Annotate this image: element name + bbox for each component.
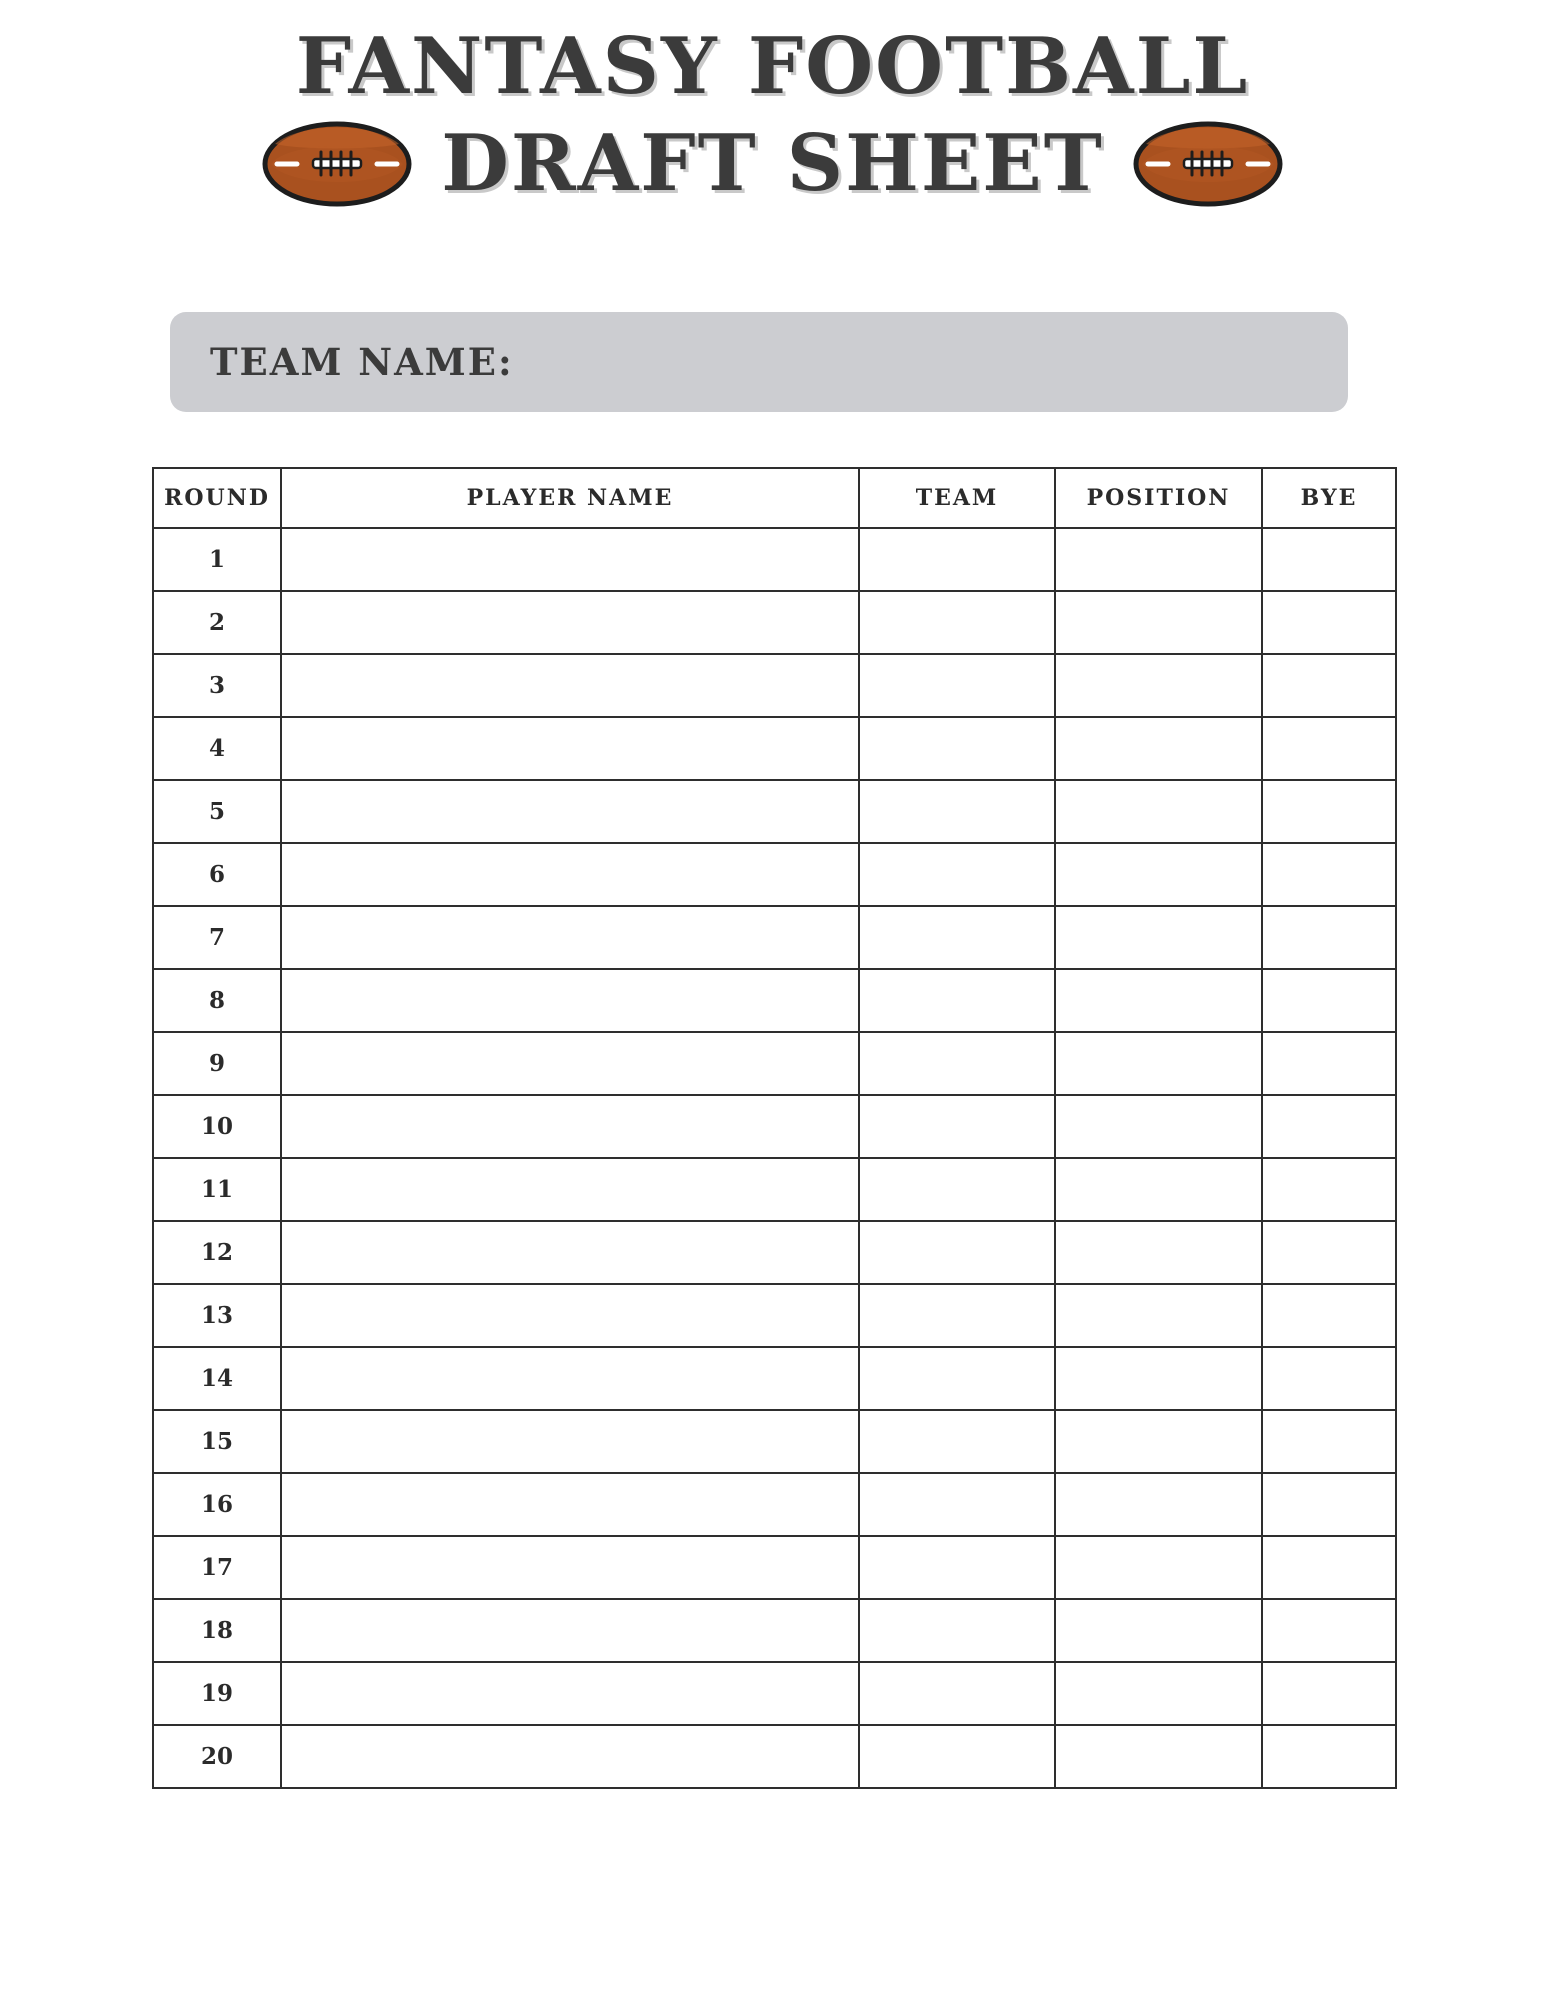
round-number-cell: 3 <box>153 654 281 717</box>
position-input-cell <box>1055 1473 1262 1536</box>
bye-input-cell <box>1262 1221 1396 1284</box>
team-input-cell <box>859 717 1055 780</box>
draft-table <box>152 467 1397 1789</box>
position-input[interactable] <box>1056 907 1261 968</box>
bye-input-cell <box>1262 1158 1396 1221</box>
team-input[interactable] <box>860 1411 1054 1472</box>
player-name-input[interactable] <box>282 1663 858 1724</box>
column-header-player: PLAYER NAME <box>281 468 859 528</box>
team-input[interactable] <box>860 592 1054 653</box>
draft-table-head <box>153 468 1396 528</box>
table-row <box>153 1473 1396 1536</box>
team-input[interactable] <box>860 781 1054 842</box>
team-input[interactable] <box>860 970 1054 1031</box>
football-icon-right <box>1132 116 1284 212</box>
position-input[interactable] <box>1056 718 1261 779</box>
player-name-input-cell <box>281 717 859 780</box>
column-header-position: POSITION <box>1055 468 1262 528</box>
team-input-cell <box>859 1473 1055 1536</box>
bye-input[interactable] <box>1263 718 1395 779</box>
team-input[interactable] <box>860 1600 1054 1661</box>
position-input-cell <box>1055 1095 1262 1158</box>
round-number-cell: 8 <box>153 969 281 1032</box>
team-input-cell <box>859 1158 1055 1221</box>
table-row <box>153 1536 1396 1599</box>
position-input-cell <box>1055 717 1262 780</box>
player-name-input-cell <box>281 969 859 1032</box>
position-input[interactable] <box>1056 844 1261 905</box>
table-header-row <box>153 468 1396 528</box>
player-name-input-cell <box>281 1095 859 1158</box>
player-name-input[interactable] <box>282 1033 858 1094</box>
round-number-cell: 6 <box>153 843 281 906</box>
position-input[interactable] <box>1056 1663 1261 1724</box>
team-input-cell <box>859 1410 1055 1473</box>
bye-input-cell <box>1262 1410 1396 1473</box>
player-name-input-cell <box>281 780 859 843</box>
round-number-cell: 19 <box>153 1662 281 1725</box>
bye-input-cell <box>1262 717 1396 780</box>
round-number-cell: 16 <box>153 1473 281 1536</box>
column-header-round: ROUND <box>153 468 281 528</box>
round-number-cell: 14 <box>153 1347 281 1410</box>
team-input-cell <box>859 969 1055 1032</box>
bye-input-cell <box>1262 1347 1396 1410</box>
team-input[interactable] <box>860 1033 1054 1094</box>
page-header <box>0 0 1545 212</box>
team-input-cell <box>859 1221 1055 1284</box>
bye-input[interactable] <box>1263 1222 1395 1283</box>
position-input-cell <box>1055 1725 1262 1788</box>
table-row <box>153 1095 1396 1158</box>
team-input-cell <box>859 654 1055 717</box>
round-number-cell: 9 <box>153 1032 281 1095</box>
player-name-input-cell <box>281 1725 859 1788</box>
team-input-cell <box>859 1599 1055 1662</box>
position-input-cell <box>1055 1158 1262 1221</box>
table-row <box>153 1158 1396 1221</box>
team-input-cell <box>859 780 1055 843</box>
bye-input[interactable] <box>1263 655 1395 716</box>
team-name-input[interactable] <box>528 331 1322 393</box>
round-number-cell: 10 <box>153 1095 281 1158</box>
position-input[interactable] <box>1056 781 1261 842</box>
bye-input-cell <box>1262 528 1396 591</box>
team-input[interactable] <box>860 1222 1054 1283</box>
position-input-cell <box>1055 591 1262 654</box>
bye-input[interactable] <box>1263 1159 1395 1220</box>
round-number-cell: 17 <box>153 1536 281 1599</box>
position-input[interactable] <box>1056 1726 1261 1787</box>
player-name-input-cell <box>281 1347 859 1410</box>
player-name-input-cell <box>281 1284 859 1347</box>
page-title-line-2: DRAFT SHEET <box>441 118 1104 209</box>
position-input[interactable] <box>1056 1285 1261 1346</box>
table-row <box>153 969 1396 1032</box>
bye-input[interactable] <box>1263 1096 1395 1157</box>
table-row <box>153 1599 1396 1662</box>
table-row <box>153 1662 1396 1725</box>
round-number-cell: 18 <box>153 1599 281 1662</box>
bye-input[interactable] <box>1263 1033 1395 1094</box>
table-row <box>153 1410 1396 1473</box>
team-input-cell <box>859 1032 1055 1095</box>
table-row <box>153 1347 1396 1410</box>
position-input[interactable] <box>1056 529 1261 590</box>
table-row <box>153 1284 1396 1347</box>
draft-table-body <box>153 528 1396 1788</box>
player-name-input[interactable] <box>282 718 858 779</box>
position-input-cell <box>1055 969 1262 1032</box>
table-row <box>153 1032 1396 1095</box>
team-input[interactable] <box>860 1726 1054 1787</box>
bye-input-cell <box>1262 843 1396 906</box>
bye-input-cell <box>1262 1536 1396 1599</box>
team-input[interactable] <box>860 655 1054 716</box>
player-name-input[interactable] <box>282 1348 858 1409</box>
round-number-cell: 7 <box>153 906 281 969</box>
position-input[interactable] <box>1056 1159 1261 1220</box>
position-input[interactable] <box>1056 655 1261 716</box>
player-name-input-cell <box>281 654 859 717</box>
player-name-input[interactable] <box>282 592 858 653</box>
player-name-input-cell <box>281 906 859 969</box>
round-number-cell: 13 <box>153 1284 281 1347</box>
table-row <box>153 843 1396 906</box>
round-number-cell: 5 <box>153 780 281 843</box>
bye-input[interactable] <box>1263 1663 1395 1724</box>
team-input-cell <box>859 1536 1055 1599</box>
team-input-cell <box>859 528 1055 591</box>
position-input-cell <box>1055 528 1262 591</box>
position-input[interactable] <box>1056 1348 1261 1409</box>
team-name-label: TEAM NAME: <box>210 340 514 384</box>
team-input[interactable] <box>860 1474 1054 1535</box>
bye-input-cell <box>1262 1032 1396 1095</box>
bye-input-cell <box>1262 1662 1396 1725</box>
player-name-input[interactable] <box>282 1474 858 1535</box>
position-input-cell <box>1055 1032 1262 1095</box>
position-input[interactable] <box>1056 1474 1261 1535</box>
position-input-cell <box>1055 1221 1262 1284</box>
bye-input-cell <box>1262 780 1396 843</box>
player-name-input[interactable] <box>282 1411 858 1472</box>
team-input[interactable] <box>860 1285 1054 1346</box>
player-name-input-cell <box>281 1221 859 1284</box>
bye-input[interactable] <box>1263 781 1395 842</box>
round-number-cell: 1 <box>153 528 281 591</box>
player-name-input-cell <box>281 843 859 906</box>
table-row <box>153 1221 1396 1284</box>
position-input[interactable] <box>1056 1096 1261 1157</box>
bye-input-cell <box>1262 1725 1396 1788</box>
bye-input-cell <box>1262 969 1396 1032</box>
bye-input[interactable] <box>1263 529 1395 590</box>
position-input-cell <box>1055 906 1262 969</box>
position-input-cell <box>1055 1347 1262 1410</box>
player-name-input[interactable] <box>282 1726 858 1787</box>
player-name-input[interactable] <box>282 1096 858 1157</box>
player-name-input-cell <box>281 528 859 591</box>
bye-input[interactable] <box>1263 970 1395 1031</box>
player-name-input[interactable] <box>282 907 858 968</box>
position-input[interactable] <box>1056 1222 1261 1283</box>
bye-input[interactable] <box>1263 1537 1395 1598</box>
position-input-cell <box>1055 843 1262 906</box>
team-input[interactable] <box>860 1537 1054 1598</box>
team-input[interactable] <box>860 1159 1054 1220</box>
round-number-cell: 15 <box>153 1410 281 1473</box>
table-row <box>153 654 1396 717</box>
table-row <box>153 1725 1396 1788</box>
team-name-bar <box>170 312 1348 412</box>
bye-input[interactable] <box>1263 1411 1395 1472</box>
page-title-line-1: FANTASY FOOTBALL <box>295 21 1250 112</box>
position-input-cell <box>1055 1284 1262 1347</box>
player-name-input[interactable] <box>282 529 858 590</box>
player-name-input[interactable] <box>282 781 858 842</box>
bye-input-cell <box>1262 906 1396 969</box>
position-input[interactable] <box>1056 1600 1261 1661</box>
table-row <box>153 780 1396 843</box>
team-input-cell <box>859 1725 1055 1788</box>
bye-input-cell <box>1262 1473 1396 1536</box>
position-input[interactable] <box>1056 1411 1261 1472</box>
player-name-input[interactable] <box>282 1222 858 1283</box>
position-input[interactable] <box>1056 1033 1261 1094</box>
football-icon-left <box>261 116 413 212</box>
player-name-input-cell <box>281 1473 859 1536</box>
bye-input[interactable] <box>1263 1285 1395 1346</box>
column-header-team: TEAM <box>859 468 1055 528</box>
position-input[interactable] <box>1056 970 1261 1031</box>
bye-input[interactable] <box>1263 907 1395 968</box>
player-name-input-cell <box>281 1410 859 1473</box>
position-input[interactable] <box>1056 592 1261 653</box>
team-input[interactable] <box>860 1096 1054 1157</box>
player-name-input-cell <box>281 1662 859 1725</box>
position-input[interactable] <box>1056 1537 1261 1598</box>
table-row <box>153 528 1396 591</box>
bye-input-cell <box>1262 1284 1396 1347</box>
player-name-input[interactable] <box>282 1285 858 1346</box>
player-name-input[interactable] <box>282 844 858 905</box>
team-input[interactable] <box>860 907 1054 968</box>
position-input-cell <box>1055 780 1262 843</box>
team-input[interactable] <box>860 1663 1054 1724</box>
table-row <box>153 717 1396 780</box>
team-input-cell <box>859 843 1055 906</box>
team-input[interactable] <box>860 718 1054 779</box>
position-input-cell <box>1055 1662 1262 1725</box>
team-input[interactable] <box>860 1348 1054 1409</box>
round-number-cell: 2 <box>153 591 281 654</box>
player-name-input[interactable] <box>282 655 858 716</box>
player-name-input[interactable] <box>282 1537 858 1598</box>
round-number-cell: 4 <box>153 717 281 780</box>
team-input-cell <box>859 591 1055 654</box>
round-number-cell: 11 <box>153 1158 281 1221</box>
team-input-cell <box>859 906 1055 969</box>
player-name-input[interactable] <box>282 1159 858 1220</box>
table-row <box>153 906 1396 969</box>
team-input-cell <box>859 1662 1055 1725</box>
position-input-cell <box>1055 654 1262 717</box>
player-name-input-cell <box>281 1158 859 1221</box>
bye-input[interactable] <box>1263 844 1395 905</box>
player-name-input-cell <box>281 1536 859 1599</box>
bye-input-cell <box>1262 654 1396 717</box>
player-name-input-cell <box>281 1032 859 1095</box>
bye-input[interactable] <box>1263 1726 1395 1787</box>
team-input[interactable] <box>860 529 1054 590</box>
bye-input-cell <box>1262 1599 1396 1662</box>
bye-input-cell <box>1262 1095 1396 1158</box>
team-input-cell <box>859 1095 1055 1158</box>
player-name-input[interactable] <box>282 1600 858 1661</box>
round-number-cell: 20 <box>153 1725 281 1788</box>
bye-input[interactable] <box>1263 1600 1395 1661</box>
player-name-input-cell <box>281 591 859 654</box>
position-input-cell <box>1055 1410 1262 1473</box>
title-row <box>0 116 1545 212</box>
table-row <box>153 591 1396 654</box>
player-name-input-cell <box>281 1599 859 1662</box>
team-input-cell <box>859 1284 1055 1347</box>
round-number-cell: 12 <box>153 1221 281 1284</box>
bye-input-cell <box>1262 591 1396 654</box>
bye-input[interactable] <box>1263 592 1395 653</box>
team-input-cell <box>859 1347 1055 1410</box>
bye-input[interactable] <box>1263 1474 1395 1535</box>
position-input-cell <box>1055 1599 1262 1662</box>
bye-input[interactable] <box>1263 1348 1395 1409</box>
player-name-input[interactable] <box>282 970 858 1031</box>
team-input[interactable] <box>860 844 1054 905</box>
column-header-bye: BYE <box>1262 468 1396 528</box>
position-input-cell <box>1055 1536 1262 1599</box>
